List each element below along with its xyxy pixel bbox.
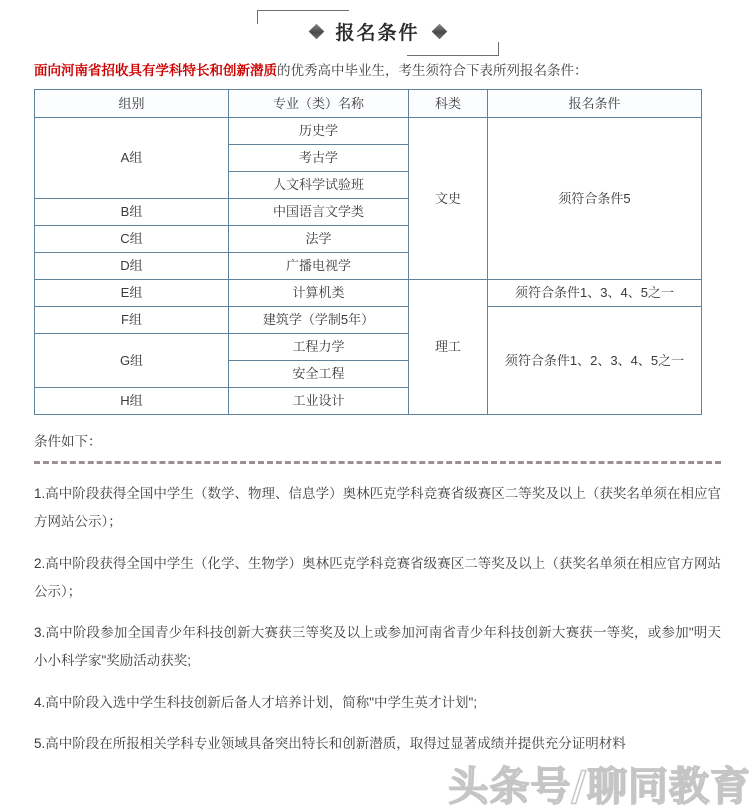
condition-item-3: 3.高中阶段参加全国青少年科技创新大赛获三等奖及以上或参加河南省青少年科技创新大赛获一等奖，或参加"明天小小科学家"奖励活动获奖; [34,625,721,668]
cell-group-g: G组 [35,334,229,388]
cell-category-science: 理工 [409,280,488,415]
column-header-category: 科类 [409,90,488,118]
cell-major-archaeology: 考古学 [229,145,409,172]
table-row [35,280,702,307]
cell-major-industrialdesign: 工业设计 [229,388,409,415]
page-title-label: 报名条件 [335,23,420,44]
cell-major-safety: 安全工程 [229,361,409,388]
cell-condition-fgh: 须符合条件1、2、3、4、5之一 [488,307,702,415]
condition-item-2: 2.高中阶段获得全国中学生（化学、生物学）奥林匹克学科竞赛省级赛区二等奖及以上（获奖名单须在相应官方网站公示）； [34,555,721,599]
cell-group-b: B组 [35,199,229,226]
dashed-divider [34,461,721,464]
cell-condition-e: 须符合条件1、3、4、5之一 [488,280,702,307]
condition-item-5: 5.高中阶段在所报相关学科专业领域具备突出特长和创新潜质，取得过显著成绩并提供充分证明材料 [34,736,626,751]
table-row [35,307,702,334]
column-header-major: 专业（类）名称 [229,90,409,118]
column-header-conditions: 报名条件 [488,90,702,118]
page-title [308,14,446,49]
table-row [35,118,702,145]
conditions-list [34,480,721,758]
cell-major-history: 历史学 [229,118,409,145]
registration-table [34,89,702,415]
cell-group-a: A组 [35,118,229,199]
cell-group-d: D组 [35,253,229,280]
cell-major-engmech: 工程力学 [229,334,409,361]
cell-major-law: 法学 [229,226,409,253]
conditions-heading: 条件如下： [34,434,102,449]
cell-group-c: C组 [35,226,229,253]
table-header-row [35,90,702,118]
diamond-right-icon [431,24,447,40]
intro-highlight-talent: 具有学科特长和创新潜质 [128,63,277,78]
cell-major-humanities: 人文科学试验班 [229,172,409,199]
condition-item-4: 4.高中阶段入选中学生科技创新后备人才培养计划，简称"中学生英才计划"; [34,694,478,710]
intro-plain-text: 的优秀高中毕业生，考生须符合下表所列报名条件： [277,63,588,78]
watermark: 头条号/聊同教育 [448,764,751,810]
cell-group-e: E组 [35,280,229,307]
cell-major-chinese: 中国语言文学类 [229,199,409,226]
cell-major-architecture: 建筑学（学制5年） [229,307,409,334]
cell-group-f: F组 [35,307,229,334]
diamond-left-icon [308,24,324,40]
cell-group-h: H组 [35,388,229,415]
intro-paragraph [34,60,755,82]
page-title-section [0,10,755,58]
cell-condition-wenshi: 须符合条件5 [488,118,702,280]
column-header-group: 组别 [35,90,229,118]
cell-category-liberal-arts: 文史 [409,118,488,280]
intro-highlight-province: 面向河南省招收 [34,63,129,78]
cell-major-computer: 计算机类 [229,280,409,307]
registration-table-wrapper [34,89,755,415]
cell-major-broadcast: 广播电视学 [229,253,409,280]
condition-item-1: 1.高中阶段获得全国中学生（数学、物理、信息学）奥林匹克学科竞赛省级赛区二等奖及以上（获奖名单须在相应官方网站公示）； [34,486,721,529]
